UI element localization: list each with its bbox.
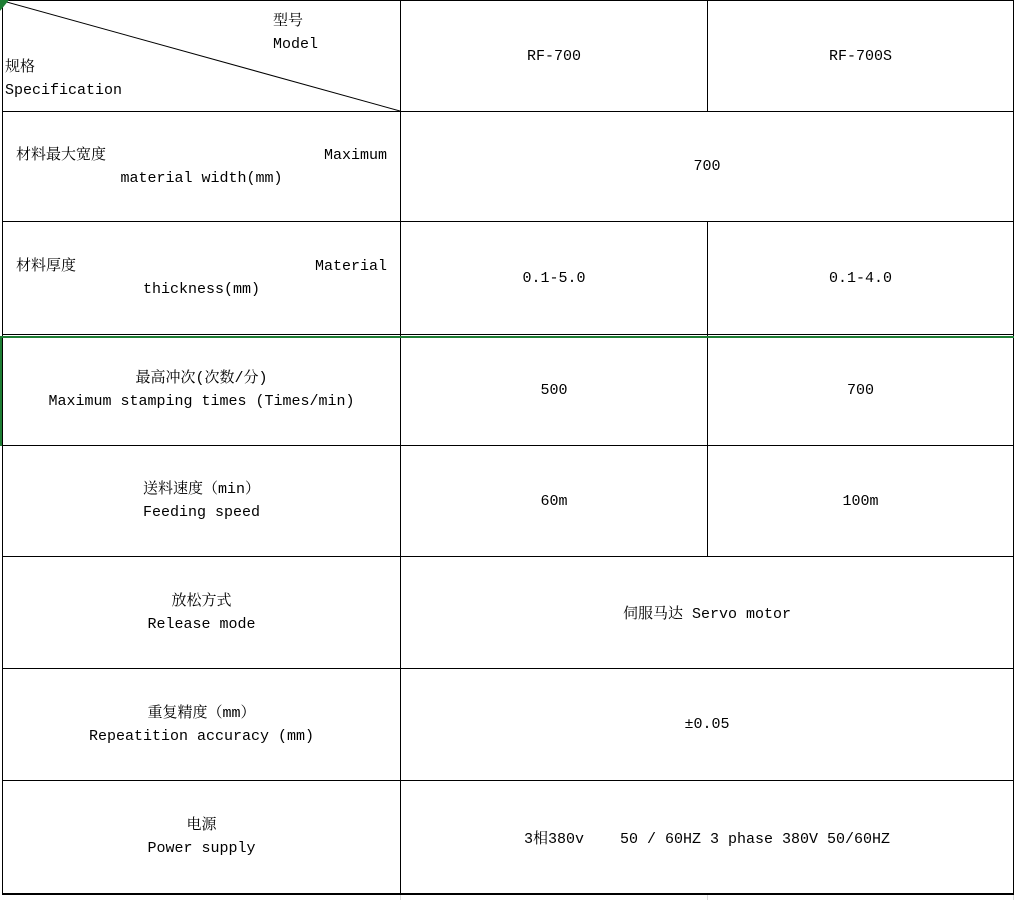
- row-label-en: Feeding speed: [142, 504, 261, 521]
- value-cell[interactable]: ±0.05: [684, 716, 730, 733]
- column-header-model-1[interactable]: RF-700: [401, 1, 708, 111]
- table-row: [3, 445, 1013, 556]
- column-header-model-2[interactable]: RF-700S: [828, 47, 892, 65]
- row-label-zh: 电源: [186, 817, 217, 834]
- corner-model-zh: 型号: [273, 13, 304, 30]
- row-label-en: Material: [314, 258, 387, 275]
- value-cell[interactable]: 0.1-5.0: [401, 222, 708, 334]
- row-label-cell[interactable]: [3, 557, 401, 668]
- value-cell[interactable]: 0.1-4.0: [828, 269, 892, 287]
- row-label-zh: 材料厚度: [16, 258, 77, 275]
- table-row: [3, 334, 1013, 445]
- gridline-tick: [707, 895, 708, 900]
- row-label-cell[interactable]: [3, 781, 401, 893]
- gridline-tick: [1013, 895, 1014, 900]
- row-label-cell[interactable]: [3, 222, 401, 334]
- row-label-zh: 放松方式: [171, 592, 232, 610]
- value-cell[interactable]: 伺服马达 Servo motor: [622, 606, 792, 623]
- row-label-zh: 材料最大宽度: [16, 146, 107, 164]
- table-row: [3, 221, 1013, 334]
- row-label-cell[interactable]: [3, 669, 401, 780]
- row-label-cell[interactable]: [3, 446, 401, 556]
- row-label-en-cont: thickness(mm): [142, 281, 261, 298]
- row-label-zh: 最高冲次(次数/分): [135, 370, 268, 387]
- table-row: [3, 668, 1013, 780]
- row-label-en: Maximum stamping times (Times/min): [48, 393, 355, 410]
- specification-table: [2, 0, 1014, 895]
- corner-model-en: Model: [273, 36, 319, 53]
- value-cell[interactable]: 700: [846, 381, 874, 399]
- row-label-cell[interactable]: [3, 112, 401, 221]
- row-label-en-cont: material width(mm): [120, 169, 283, 187]
- table-row: [3, 556, 1013, 668]
- selection-border-left: [0, 336, 2, 446]
- row-label-cell[interactable]: [3, 335, 401, 445]
- selection-border-top: [0, 336, 1014, 338]
- header-row: [3, 1, 1013, 111]
- value-cell[interactable]: 100m: [842, 492, 879, 510]
- corner-spec-zh: 规格: [5, 59, 36, 76]
- row-label-en: Maximum: [323, 146, 387, 164]
- row-label-en: Power supply: [147, 840, 256, 857]
- row-label-en: Release mode: [147, 615, 256, 633]
- table-body: [3, 111, 1013, 893]
- gridline-tick: [400, 895, 401, 900]
- value-cell[interactable]: 3相380v 50 / 60HZ 3 phase 380V 50/60HZ: [523, 830, 891, 848]
- selection-corner-marker: [0, 0, 9, 11]
- table-row: [3, 780, 1013, 893]
- value-cell[interactable]: 700: [693, 158, 721, 175]
- row-label-zh: 重复精度（mm）: [147, 704, 256, 722]
- row-label-zh: 送料速度（min）: [142, 481, 260, 498]
- table-row: [3, 111, 1013, 221]
- corner-spec-label: [5, 56, 122, 102]
- value-cell[interactable]: 500: [401, 335, 708, 445]
- row-label-en: Repeatition accuracy (mm): [88, 727, 315, 745]
- value-cell[interactable]: 60m: [401, 446, 708, 556]
- corner-header-cell[interactable]: [3, 1, 401, 111]
- corner-spec-en: Specification: [5, 82, 123, 99]
- corner-model-label: [273, 10, 318, 56]
